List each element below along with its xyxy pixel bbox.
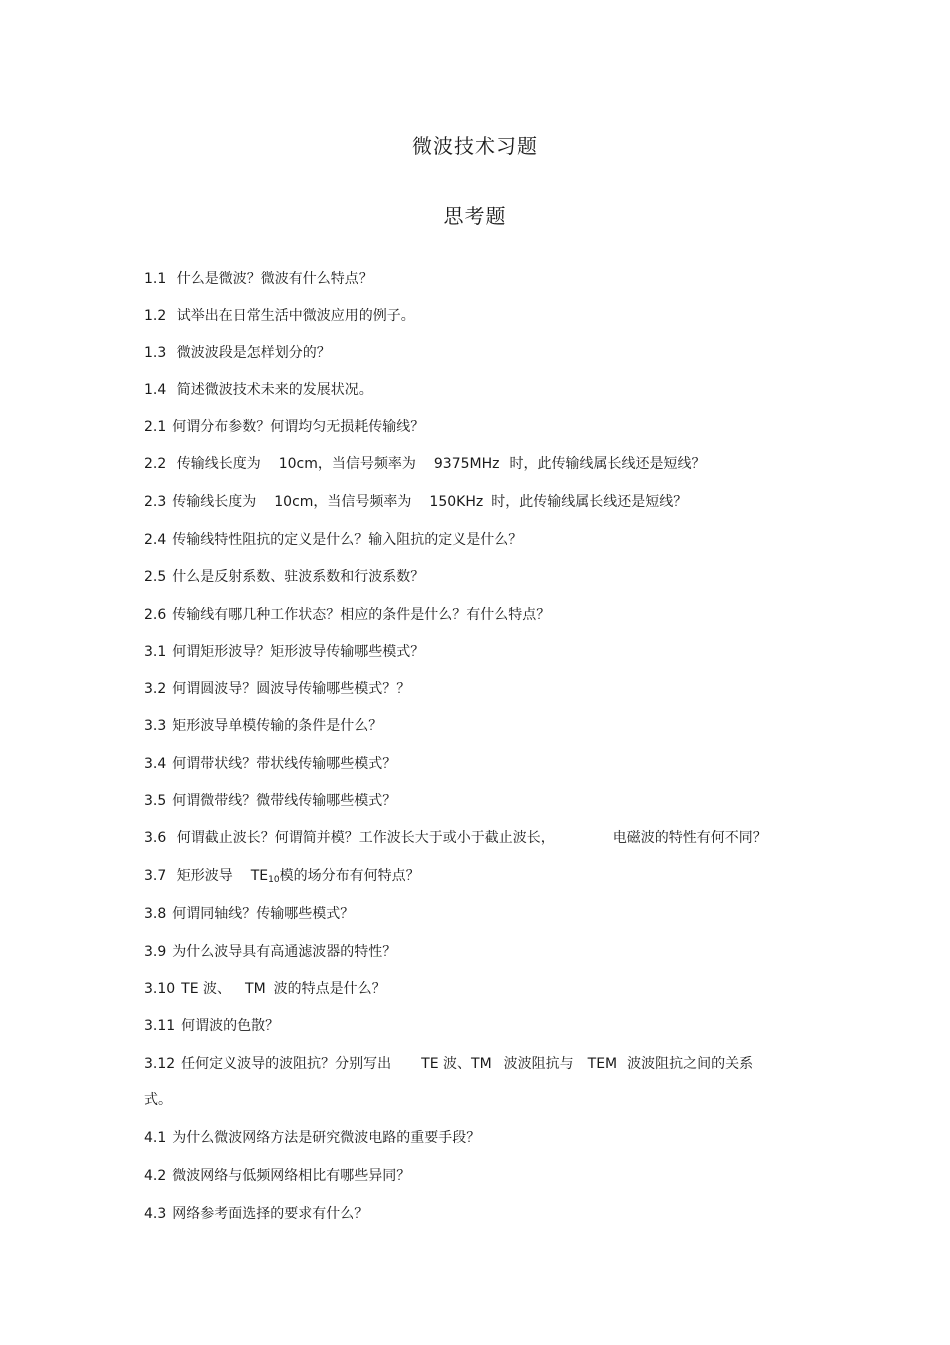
- question-number: 1.3: [144, 345, 167, 361]
- question-text-part: 何谓截止波长？何谓简并模？工作波长大于或小于截止波长，: [176, 830, 555, 846]
- question-text-part: 10cm，当信号频率为: [274, 494, 412, 510]
- question-number: 3.9: [144, 944, 167, 960]
- question-text-part: 波波阻抗之间的关系: [627, 1056, 754, 1072]
- question-2-4: [144, 531, 800, 549]
- question-number: 1.1: [144, 271, 167, 287]
- document-title: 微波技术习题: [412, 134, 538, 158]
- question-text-part: TE 波、: [181, 981, 232, 997]
- question-number: 3.5: [144, 793, 167, 809]
- question-number: 2.2: [144, 456, 167, 472]
- question-text: 什么是反射系数、驻波系数和行波系数？: [172, 569, 425, 585]
- question-number: 3.8: [144, 906, 167, 922]
- question-text-part: 10cm，当信号频率为: [278, 456, 416, 472]
- question-text-part: 传输线长度为: [172, 494, 257, 510]
- question-text: 何谓带状线？带状线传输哪些模式？: [172, 756, 397, 772]
- question-text-part: TM: [245, 981, 266, 997]
- question-text: 为什么波导具有高通滤波器的特性？: [172, 944, 397, 960]
- question-3-2: [144, 680, 800, 698]
- question-3-1: [144, 643, 800, 661]
- question-number: 3.6: [144, 830, 167, 846]
- question-3-7: [144, 867, 800, 889]
- question-text: 何谓波的色散？: [181, 1018, 280, 1034]
- section-title: 思考题: [443, 204, 507, 228]
- question-4-2: [144, 1167, 800, 1185]
- question-number: 2.1: [144, 419, 167, 435]
- question-text: 简述微波技术未来的发展状况。: [176, 382, 373, 398]
- question-number: 3.1: [144, 644, 167, 660]
- question-text: 何谓矩形波导？矩形波导传输哪些模式？: [172, 644, 425, 660]
- question-3-11: [144, 1017, 800, 1035]
- question-text: 何谓微带线？微带线传输哪些模式？: [172, 793, 397, 809]
- question-text: 网络参考面选择的要求有什么？: [172, 1206, 369, 1222]
- question-number: 3.10: [144, 981, 176, 997]
- question-1-3: [144, 344, 800, 362]
- question-text: 何谓圆波导？圆波导传输哪些模式？？: [172, 681, 411, 697]
- question-number: 2.4: [144, 532, 167, 548]
- question-text: 为什么微波网络方法是研究微波电路的重要手段？: [172, 1130, 481, 1146]
- question-3-12: [144, 1055, 800, 1073]
- question-1-2: [144, 307, 800, 325]
- question-number: 1.2: [144, 308, 167, 324]
- mode-subscript: 10: [268, 875, 280, 885]
- question-text-part: 9375MHz: [433, 456, 500, 472]
- question-number: 2.6: [144, 607, 167, 623]
- question-text-part: 模的场分布有何特点？: [279, 868, 420, 884]
- question-3-4: [144, 755, 800, 773]
- question-number: 3.4: [144, 756, 167, 772]
- question-text-part: TEM: [587, 1056, 618, 1072]
- question-number: 4.3: [144, 1206, 167, 1222]
- question-2-2: [144, 455, 800, 473]
- question-2-1: [144, 418, 800, 436]
- question-2-5: [144, 568, 800, 586]
- question-number: 1.4: [144, 382, 167, 398]
- question-4-1: [144, 1129, 800, 1147]
- question-1-4: [144, 381, 800, 399]
- question-text: 微波网络与低频网络相比有哪些异同？: [172, 1168, 411, 1184]
- question-text: 何谓同轴线？传输哪些模式？: [172, 906, 355, 922]
- question-2-3: [144, 493, 800, 511]
- question-number: 3.3: [144, 718, 167, 734]
- question-text-part: TE 波、TM: [421, 1056, 492, 1072]
- question-text-part: 时，此传输线属长线还是短线？: [491, 494, 688, 510]
- question-number: 4.1: [144, 1130, 167, 1146]
- question-3-5: [144, 792, 800, 810]
- question-1-1: [144, 270, 800, 288]
- question-text: 何谓分布参数？何谓均匀无损耗传输线？: [172, 419, 425, 435]
- question-text-part: 波的特点是什么？: [273, 981, 386, 997]
- question-number: 3.12: [144, 1056, 176, 1072]
- question-number: 3.2: [144, 681, 167, 697]
- question-text-part: 150KHz: [429, 494, 484, 510]
- question-3-6: [144, 829, 800, 847]
- question-3-12-continuation: [144, 1091, 800, 1109]
- question-text-part: 时，此传输线属长线还是短线？: [509, 456, 706, 472]
- mode-label: TE: [250, 868, 269, 884]
- question-2-6: [144, 606, 800, 624]
- question-3-10: [144, 980, 800, 998]
- question-text: 传输线有哪几种工作状态？相应的条件是什么？有什么特点？: [172, 607, 551, 623]
- question-3-8: [144, 905, 800, 923]
- question-text: 矩形波导单模传输的条件是什么？: [172, 718, 383, 734]
- question-3-3: [144, 717, 800, 735]
- question-text-part: 电磁波的特性有何不同？: [612, 830, 767, 846]
- question-number: 3.7: [144, 868, 167, 884]
- question-text-part: 式。: [144, 1092, 172, 1108]
- question-number: 4.2: [144, 1168, 167, 1184]
- question-number: 2.5: [144, 569, 167, 585]
- question-text: 传输线特性阻抗的定义是什么？输入阻抗的定义是什么？: [172, 532, 523, 548]
- question-text-part: 矩形波导: [176, 868, 233, 884]
- question-text-part: 任何定义波导的波阻抗？分别写出: [181, 1056, 392, 1072]
- question-number: 3.11: [144, 1018, 176, 1034]
- question-text-part: 传输线长度为: [176, 456, 261, 472]
- question-text: 微波波段是怎样划分的？: [176, 345, 331, 361]
- question-text-part: 波波阻抗与: [503, 1056, 574, 1072]
- question-text: 试举出在日常生活中微波应用的例子。: [176, 308, 415, 324]
- question-3-9: [144, 943, 800, 961]
- question-number: 2.3: [144, 494, 167, 510]
- question-text: 什么是微波？微波有什么特点？: [176, 271, 373, 287]
- question-4-3: [144, 1205, 800, 1223]
